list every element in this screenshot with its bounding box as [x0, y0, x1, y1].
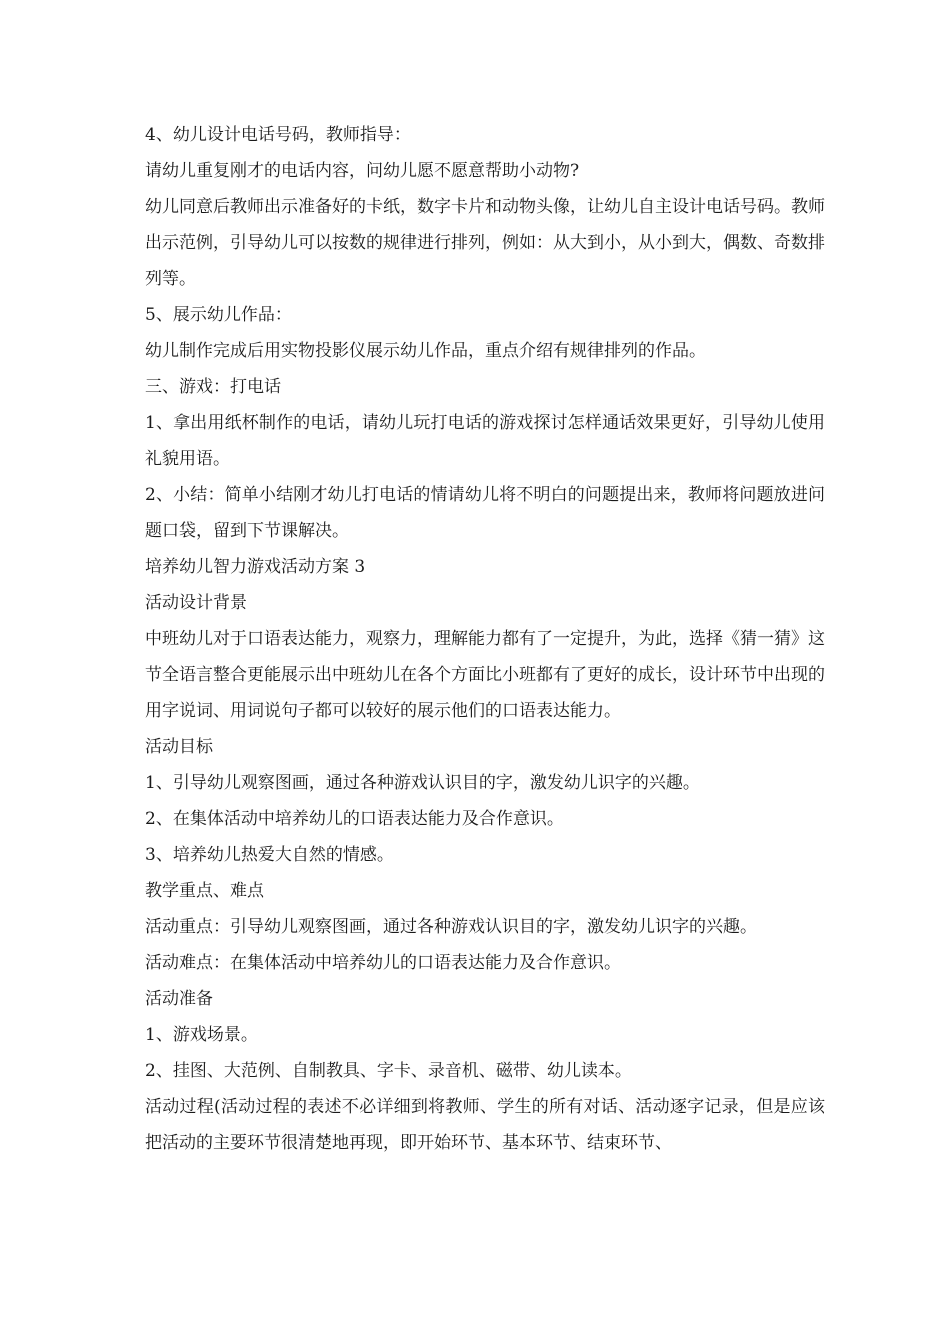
paragraph-design-phone-number: 幼儿同意后教师出示准备好的卡纸，数字卡片和动物头像，让幼儿自主设计电话号码。教师出示范例，引导幼儿可以按数的规律进行排列，例如：从大到小，从小到大，偶数、奇数排列等。 — [145, 197, 825, 289]
section-heading-game: 三、游戏：打电话 — [145, 377, 281, 397]
paragraph-repeat-phone: 请幼儿重复刚才的电话内容，问幼儿愿不愿意帮助小动物? — [145, 161, 580, 181]
paragraph-activity-process: 活动过程(活动过程的表述不必详细到将教师、学生的所有对话、活动逐字记录，但是应该把活动的主要环节很清楚地再现，即开始环节、基本环节、结束环节、 — [145, 1097, 825, 1153]
paragraph-key-point: 活动重点：引导幼儿观察图画，通过各种游戏认识目的字，激发幼儿识字的兴趣。 — [145, 917, 757, 937]
paragraph-step-4-heading: 4、幼儿设计电话号码，教师指导： — [145, 125, 411, 145]
document-body — [145, 117, 825, 1161]
heading-activity-goals: 活动目标 — [145, 737, 213, 757]
paragraph-difficult-point: 活动难点：在集体活动中培养幼儿的口语表达能力及合作意识。 — [145, 953, 621, 973]
paragraph-summary: 2、小结：简单小结刚才幼儿打电话的情请幼儿将不明白的问题提出来，教师将问题放进问题口袋，留到下节课解决。 — [145, 485, 825, 541]
preparation-item-2: 2、挂图、大范例、自制教具、字卡、录音机、磁带、幼儿读本。 — [145, 1061, 632, 1081]
goal-item-1: 1、引导幼儿观察图画，通过各种游戏认识目的字，激发幼儿识字的兴趣。 — [145, 773, 700, 793]
heading-key-difficult-points: 教学重点、难点 — [145, 881, 264, 901]
goal-item-2: 2、在集体活动中培养幼儿的口语表达能力及合作意识。 — [145, 809, 564, 829]
paragraph-step-5-heading: 5、展示幼儿作品： — [145, 305, 292, 325]
heading-activity-preparation: 活动准备 — [145, 989, 213, 1009]
goal-item-3: 3、培养幼儿热爱大自然的情感。 — [145, 845, 394, 865]
heading-design-background: 活动设计背景 — [145, 593, 247, 613]
paragraph-show-works: 幼儿制作完成后用实物投影仪展示幼儿作品，重点介绍有规律排列的作品。 — [145, 341, 706, 361]
paragraph-background-text: 中班幼儿对于口语表达能力，观察力，理解能力都有了一定提升，为此，选择《猜一猜》这节全语言整合更能展示出中班幼儿在各个方面比小班都有了更好的成长，设计环节中出现的用字说词、用词说句子都可以较好的展示他们的口语表达能力。 — [145, 629, 825, 721]
preparation-item-1: 1、游戏场景。 — [145, 1025, 258, 1045]
plan-title-3: 培养幼儿智力游戏活动方案 3 — [145, 557, 366, 577]
paragraph-paper-cup-phone: 1、拿出用纸杯制作的电话，请幼儿玩打电话的游戏探讨怎样通话效果更好，引导幼儿使用礼貌用语。 — [145, 413, 825, 469]
